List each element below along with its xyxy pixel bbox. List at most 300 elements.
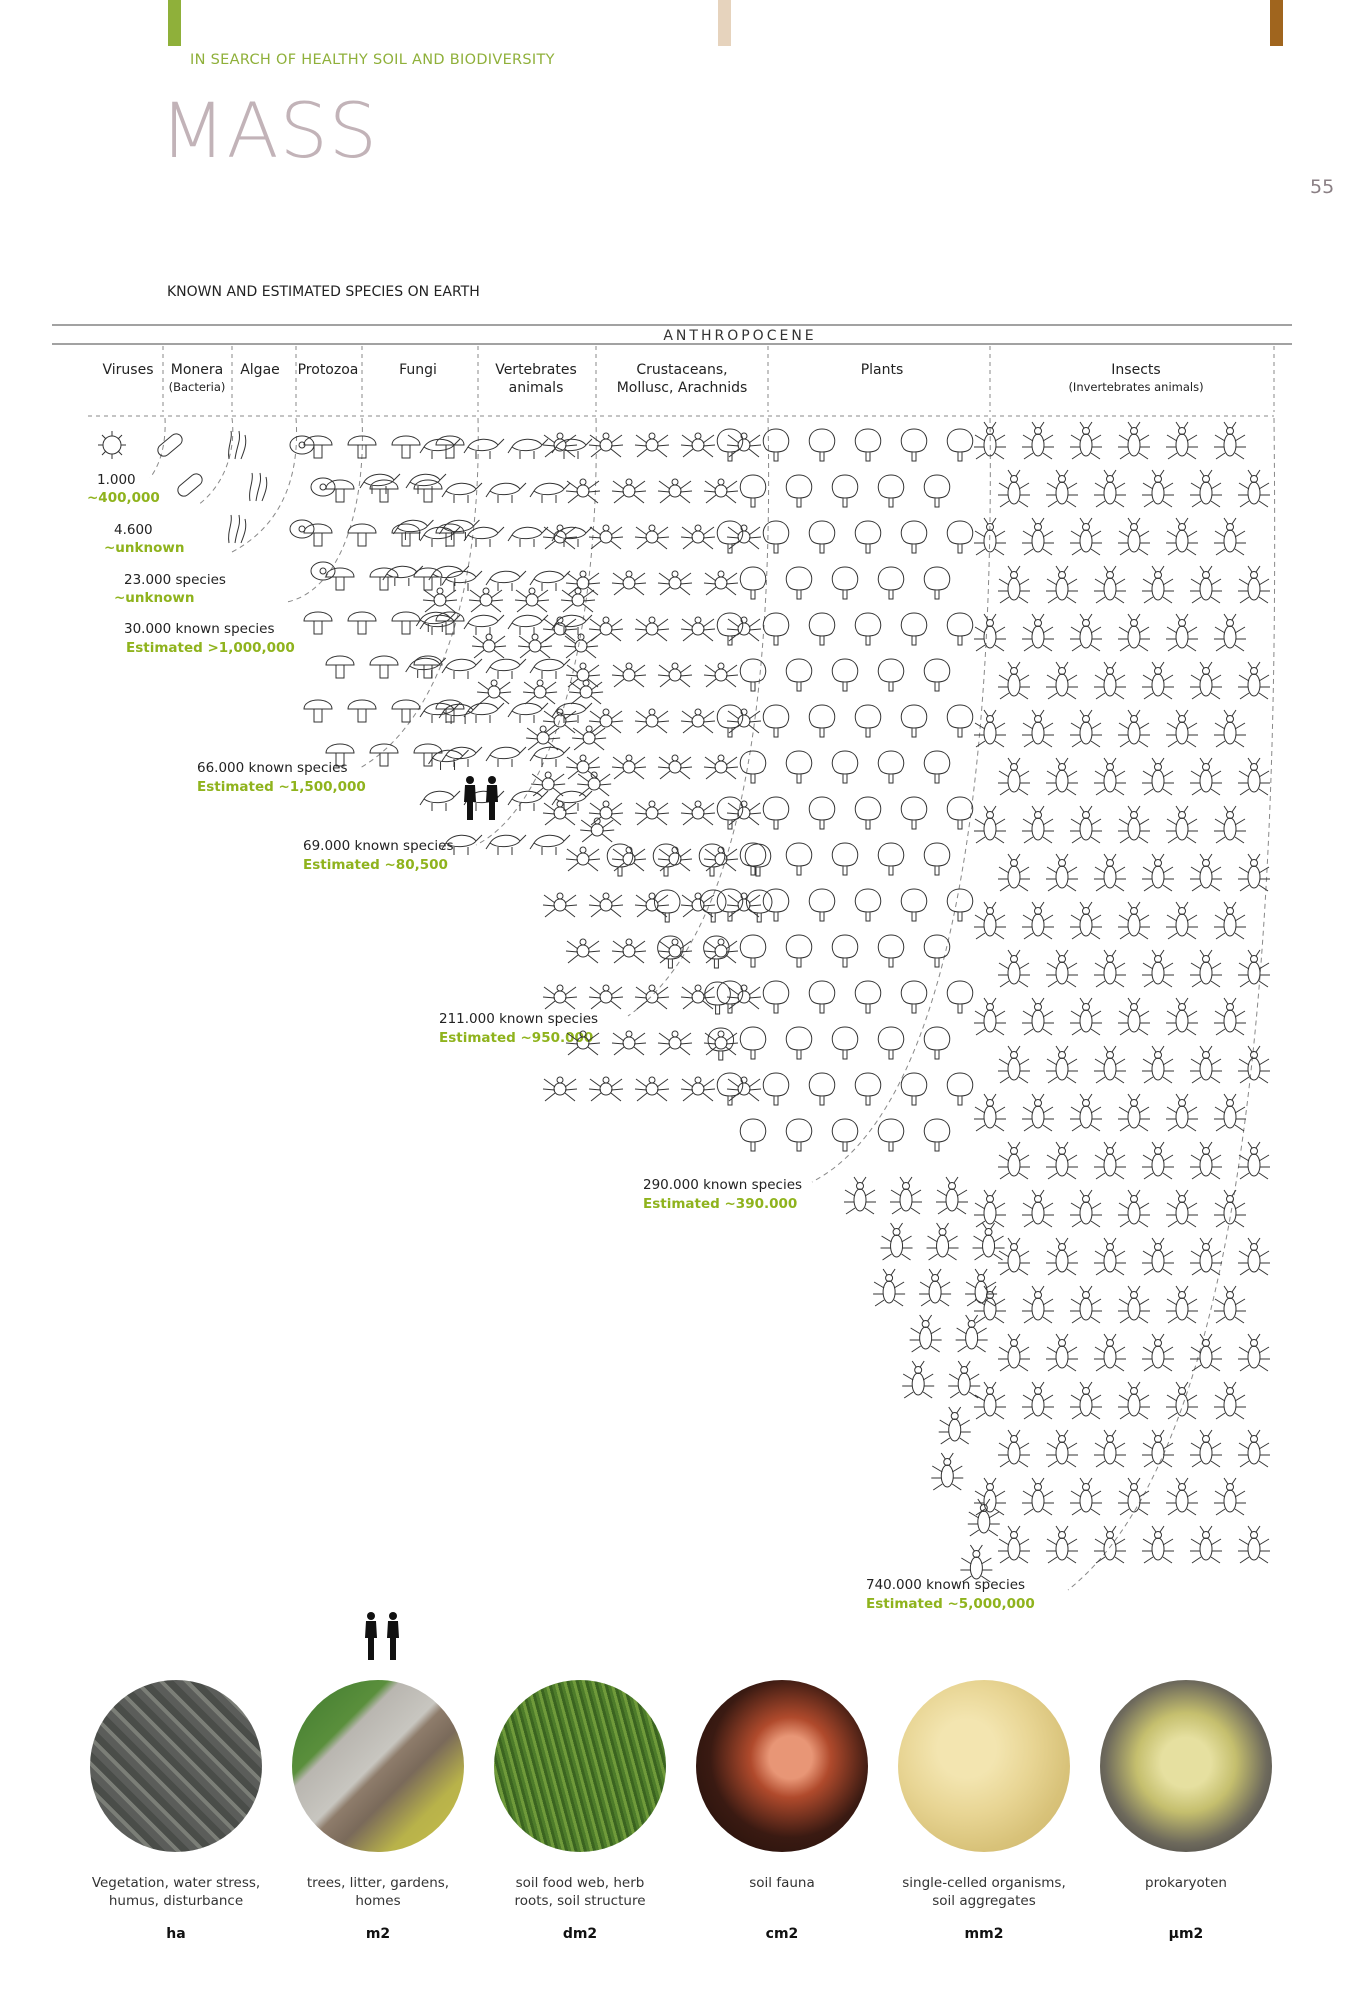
count-known: 740.000 known species (866, 1577, 1026, 1593)
spider-icon (612, 847, 646, 871)
animal-icon (486, 571, 526, 591)
spider-icon (566, 847, 600, 871)
animal-icon (530, 747, 570, 767)
insect-icon (1166, 1286, 1198, 1323)
scale-human-silhouettes (355, 1610, 415, 1666)
caption-line: trees, litter, gardens, (306, 1875, 450, 1891)
tree-icon (947, 1073, 973, 1105)
tree-icon (740, 935, 766, 967)
insect-icon (998, 470, 1030, 507)
insect-icon (1190, 1142, 1222, 1179)
tree-icon (901, 705, 927, 737)
spider-icon (543, 985, 577, 1009)
scale-caption-dm2 (475, 1874, 685, 1910)
scale-unit: m2 (365, 1926, 391, 1942)
page-title: MASS (160, 86, 379, 175)
tree-icon (809, 1073, 835, 1105)
spider-icon (423, 588, 457, 612)
animal-icon (508, 615, 548, 635)
spider-icon (635, 985, 669, 1009)
insect-icon (968, 1499, 1000, 1536)
spider-icon (515, 588, 549, 612)
insect-icon (1094, 950, 1126, 987)
insect-icon (1046, 758, 1078, 795)
animal-icon (486, 747, 526, 767)
insect-icon (1094, 1142, 1126, 1179)
insect-icon (1118, 998, 1150, 1035)
mushroom-icon (348, 612, 376, 634)
animal-icon (530, 571, 570, 591)
insect-icon (973, 1223, 1005, 1260)
tree-icon (855, 981, 881, 1013)
page-header (0, 0, 1359, 200)
tree-icon (855, 1073, 881, 1105)
insect-icon (1190, 758, 1222, 795)
group-name-insects: Insects (1111, 362, 1161, 378)
mushroom-icon (392, 612, 420, 634)
human-icon (365, 1612, 377, 1660)
group-name-fungi: Fungi (399, 362, 437, 378)
insect-icon (1118, 1190, 1150, 1227)
insect-icon (1166, 518, 1198, 555)
insect-icon (956, 1315, 988, 1352)
count-estimated: Estimated ~950.000 (439, 1030, 594, 1046)
tree-icon (763, 981, 789, 1013)
tree-icon (832, 475, 858, 507)
spider-icon (658, 571, 692, 595)
insect-icon (873, 1269, 905, 1306)
mushroom-icon (326, 568, 354, 590)
spider-icon (612, 571, 646, 595)
insect-icon (974, 1382, 1006, 1419)
spider-icon (566, 571, 600, 595)
insect-icon (1238, 662, 1270, 699)
human-icon (387, 1612, 399, 1660)
insect-icon (1214, 1478, 1246, 1515)
insect-icon (1142, 1142, 1174, 1179)
spider-icon (681, 1077, 715, 1101)
insect-icon (1022, 1382, 1054, 1419)
tree-icon (763, 429, 789, 461)
organism-icons (98, 422, 1270, 1582)
mushroom-icon (392, 436, 420, 458)
insect-icon (1214, 1286, 1246, 1323)
tree-icon (947, 705, 973, 737)
spider-icon (635, 433, 669, 457)
spider-icon (658, 847, 692, 871)
insect-icon (1190, 1238, 1222, 1275)
group-name-vertebrates: Vertebrates (495, 362, 577, 378)
animal-icon (420, 791, 460, 811)
tree-icon (809, 521, 835, 553)
spider-icon (589, 433, 623, 457)
insect-icon (1046, 1142, 1078, 1179)
insect-icon (1190, 662, 1222, 699)
tree-icon (947, 889, 973, 921)
insect-icon (1166, 1094, 1198, 1131)
insect-icon (1166, 806, 1198, 843)
mushroom-icon (370, 480, 398, 502)
insect-icon (1238, 758, 1270, 795)
kicker: IN SEARCH OF HEALTHY SOIL AND BIODIVERSITY (190, 52, 555, 68)
insect-icon (1070, 1478, 1102, 1515)
tree-icon (901, 981, 927, 1013)
insect-icon (1046, 566, 1078, 603)
spider-icon (635, 617, 669, 641)
spider-icon (704, 847, 738, 871)
insect-icon (939, 1407, 971, 1444)
insect-icon (1094, 566, 1126, 603)
insect-icon (910, 1315, 942, 1352)
scale-caption-um2 (1081, 1874, 1291, 1892)
tree-icon (924, 1119, 950, 1151)
insect-icon (1022, 1094, 1054, 1131)
spider-icon (580, 818, 614, 842)
tree-icon (832, 659, 858, 691)
insect-icon (1190, 470, 1222, 507)
spider-icon (612, 755, 646, 779)
tree-icon (786, 935, 812, 967)
mushroom-icon (348, 700, 376, 722)
insect-icon (1190, 566, 1222, 603)
insect-icon (1166, 710, 1198, 747)
tree-icon (832, 1027, 858, 1059)
insect-icon (998, 758, 1030, 795)
mushroom-icon (326, 656, 354, 678)
spider-icon (658, 939, 692, 963)
tree-icon (832, 1119, 858, 1151)
tree-icon (809, 705, 835, 737)
animal-icon (552, 703, 592, 723)
insect-icon (1046, 854, 1078, 891)
insect-icon (1022, 614, 1054, 651)
count-estimated: Estimated ~390.000 (643, 1196, 798, 1212)
insect-icon (1070, 1382, 1102, 1419)
insect-icon (974, 1190, 1006, 1227)
tree-icon (740, 475, 766, 507)
tree-icon (740, 1119, 766, 1151)
spider-icon (589, 617, 623, 641)
insect-icon (1214, 902, 1246, 939)
tree-icon (740, 1027, 766, 1059)
spider-icon (612, 1031, 646, 1055)
group-name-protozoa: Protozoa (297, 362, 359, 378)
insect-icon (1070, 422, 1102, 459)
insect-icon (998, 1142, 1030, 1179)
animal-icon (464, 439, 504, 459)
mushroom-icon (392, 524, 420, 546)
spider-icon (572, 726, 606, 750)
tree-icon (878, 1027, 904, 1059)
insect-icon (890, 1177, 922, 1214)
tree-icon (924, 659, 950, 691)
insect-icon (974, 902, 1006, 939)
insect-icon (1070, 806, 1102, 843)
animal-icon (442, 571, 482, 591)
animal-icon (508, 703, 548, 723)
count-estimated: Estimated ~80,500 (303, 857, 448, 873)
virus-icon (98, 431, 126, 459)
count-known: 30.000 known species (124, 621, 275, 637)
insect-icon (1190, 950, 1222, 987)
insect-icon (974, 998, 1006, 1035)
insect-icon (998, 1526, 1030, 1563)
insect-icon (974, 710, 1006, 747)
insect-icon (1190, 854, 1222, 891)
insect-icon (1022, 422, 1054, 459)
insect-icon (1118, 710, 1150, 747)
caption-line: single-celled organisms, (902, 1875, 1066, 1891)
caption-line: soil aggregates (932, 1893, 1036, 1909)
animal-icon (486, 659, 526, 679)
diagram-subtitle: KNOWN AND ESTIMATED SPECIES ON EARTH (167, 284, 480, 300)
insect-icon (1070, 1190, 1102, 1227)
spider-icon (635, 1077, 669, 1101)
insect-icon (1046, 1334, 1078, 1371)
tree-icon (855, 889, 881, 921)
accent-bar-green (168, 0, 181, 46)
tree-icon (809, 797, 835, 829)
count-estimated: Estimated ~5,000,000 (866, 1596, 1035, 1612)
tree-icon (947, 981, 973, 1013)
insect-icon (1046, 950, 1078, 987)
insect-icon (1070, 998, 1102, 1035)
tree-icon (901, 797, 927, 829)
tree-icon (855, 797, 881, 829)
tree-icon (809, 429, 835, 461)
tree-icon (855, 429, 881, 461)
tree-icon (745, 844, 771, 876)
tree-icon (901, 429, 927, 461)
spider-icon (589, 525, 623, 549)
animal-icon (383, 566, 423, 586)
insect-icon (998, 566, 1030, 603)
tree-icon (878, 659, 904, 691)
insect-icon (1094, 758, 1126, 795)
tree-icon (740, 843, 766, 875)
insect-icon (1118, 806, 1150, 843)
spider-icon (704, 479, 738, 503)
insect-icon (1238, 1046, 1270, 1083)
tree-icon (832, 751, 858, 783)
spider-icon (589, 985, 623, 1009)
spider-icon (472, 634, 506, 658)
mushroom-icon (370, 656, 398, 678)
mushroom-icon (304, 436, 332, 458)
spider-icon (589, 893, 623, 917)
insect-icon (998, 662, 1030, 699)
mushroom-icon (304, 524, 332, 546)
tree-icon (924, 475, 950, 507)
human-icon (486, 776, 498, 820)
scale-unit: mm2 (964, 1926, 1004, 1942)
insect-icon (998, 1430, 1030, 1467)
spider-icon (635, 893, 669, 917)
spider-icon (658, 755, 692, 779)
tree-icon (740, 751, 766, 783)
tree-icon (855, 521, 881, 553)
insect-icon (998, 1334, 1030, 1371)
insect-icon (1142, 758, 1174, 795)
tree-icon (924, 843, 950, 875)
insect-icon (927, 1223, 959, 1260)
insect-icon (1022, 1286, 1054, 1323)
spider-icon (612, 663, 646, 687)
animal-icon (486, 835, 526, 855)
insect-icon (1214, 1382, 1246, 1419)
microorganisms-image (898, 1680, 1070, 1852)
insect-icon (1094, 1046, 1126, 1083)
tree-icon (878, 751, 904, 783)
tree-icon (786, 1119, 812, 1151)
count-labels (87, 472, 1035, 1612)
tree-icon (786, 475, 812, 507)
mushroom-icon (348, 524, 376, 546)
tree-icon (763, 1073, 789, 1105)
animal-icon (486, 483, 526, 503)
insect-icon (1214, 1094, 1246, 1131)
insect-icon (1118, 902, 1150, 939)
insect-icon (1238, 854, 1270, 891)
alga-icon (229, 515, 246, 543)
spider-icon (612, 479, 646, 503)
insect-icon (1166, 998, 1198, 1035)
group-name-viruses: Viruses (102, 362, 154, 378)
insect-icon (1118, 518, 1150, 555)
tree-icon (878, 843, 904, 875)
tree-icon (658, 936, 684, 968)
tree-icon (809, 613, 835, 645)
spider-icon (612, 939, 646, 963)
count-known: 69.000 known species (303, 838, 454, 854)
tree-icon (924, 935, 950, 967)
group-headers (103, 362, 1204, 396)
insect-icon (844, 1177, 876, 1214)
caption-line: homes (355, 1893, 401, 1909)
insect-icon (1214, 614, 1246, 651)
insect-icon (1214, 998, 1246, 1035)
mushroom-icon (304, 700, 332, 722)
spider-icon (564, 634, 598, 658)
insect-icon (974, 1478, 1006, 1515)
insect-icon (1094, 1334, 1126, 1371)
insect-icon (1094, 470, 1126, 507)
count-known: 290.000 known species (643, 1177, 803, 1193)
tree-icon (809, 889, 835, 921)
spider-icon (543, 1077, 577, 1101)
insect-icon (1022, 1190, 1054, 1227)
animal-icon (530, 659, 570, 679)
animal-icon (508, 439, 548, 459)
insect-icon (1238, 1142, 1270, 1179)
spider-icon (681, 893, 715, 917)
tree-icon (832, 567, 858, 599)
insect-icon (1142, 854, 1174, 891)
alga-icon (250, 473, 267, 501)
insect-icon (1190, 1430, 1222, 1467)
garden-street-image (292, 1680, 464, 1852)
tree-icon (901, 889, 927, 921)
caption-line: soil food web, herb (515, 1875, 645, 1891)
tree-icon (878, 475, 904, 507)
bacteria-icon (155, 431, 184, 458)
tree-icon (786, 751, 812, 783)
insect-icon (1118, 1382, 1150, 1419)
insect-icon (1238, 1334, 1270, 1371)
tree-icon (786, 659, 812, 691)
animal-icon (464, 527, 504, 547)
insect-icon (1214, 806, 1246, 843)
bacteria-icon (175, 471, 204, 498)
tree-icon (763, 613, 789, 645)
tree-icon (763, 705, 789, 737)
tree-icon (901, 521, 927, 553)
insect-icon (1022, 806, 1054, 843)
insect-icon (1142, 950, 1174, 987)
insect-icon (1046, 1526, 1078, 1563)
count-known: 1.000 (97, 472, 136, 488)
tree-icon (878, 1119, 904, 1151)
insect-icon (1094, 1430, 1126, 1467)
scale-caption-m2 (273, 1874, 483, 1910)
spider-icon (589, 1077, 623, 1101)
insect-icon (1094, 662, 1126, 699)
spider-icon (635, 801, 669, 825)
scale-unit: µm2 (1168, 1926, 1204, 1942)
spider-icon (658, 1031, 692, 1055)
spider-icon (658, 663, 692, 687)
caption-line: Vegetation, water stress, (91, 1875, 261, 1891)
count-estimated: ~400,000 (87, 490, 160, 506)
grass-image (494, 1680, 666, 1852)
scale-unit: cm2 (765, 1926, 799, 1942)
insect-icon (1046, 1238, 1078, 1275)
spider-icon (681, 985, 715, 1009)
spider-icon (469, 588, 503, 612)
caption-line: humus, disturbance (108, 1893, 244, 1909)
insect-icon (974, 1094, 1006, 1131)
mushroom-icon (370, 744, 398, 766)
spider-icon (569, 680, 603, 704)
mushroom-icon (414, 744, 442, 766)
spider-icon (543, 801, 577, 825)
spider-icon (658, 479, 692, 503)
spider-icon (681, 525, 715, 549)
page-number: 55 (1310, 176, 1335, 198)
insect-icon (1166, 422, 1198, 459)
group-name-monera: Monera (170, 362, 224, 378)
spider-icon (704, 663, 738, 687)
insect-icon (936, 1177, 968, 1214)
species-diagram (0, 300, 1359, 1660)
count-estimated: Estimated >1,000,000 (126, 640, 295, 656)
animal-icon (530, 835, 570, 855)
insect-icon (919, 1269, 951, 1306)
animal-icon (530, 483, 570, 503)
insect-icon (1094, 1238, 1126, 1275)
spider-icon (526, 726, 560, 750)
group-sub-vertebrates: animals (508, 380, 564, 396)
insect-icon (1214, 710, 1246, 747)
spider-icon (704, 571, 738, 595)
insect-icon (1070, 614, 1102, 651)
group-name-crustaceans: Crustaceans, (636, 362, 728, 378)
insect-icon (1238, 1526, 1270, 1563)
scale-unit: ha (166, 1926, 186, 1942)
scale-caption-mm2 (879, 1874, 1089, 1910)
tree-icon (786, 567, 812, 599)
spider-icon (681, 709, 715, 733)
